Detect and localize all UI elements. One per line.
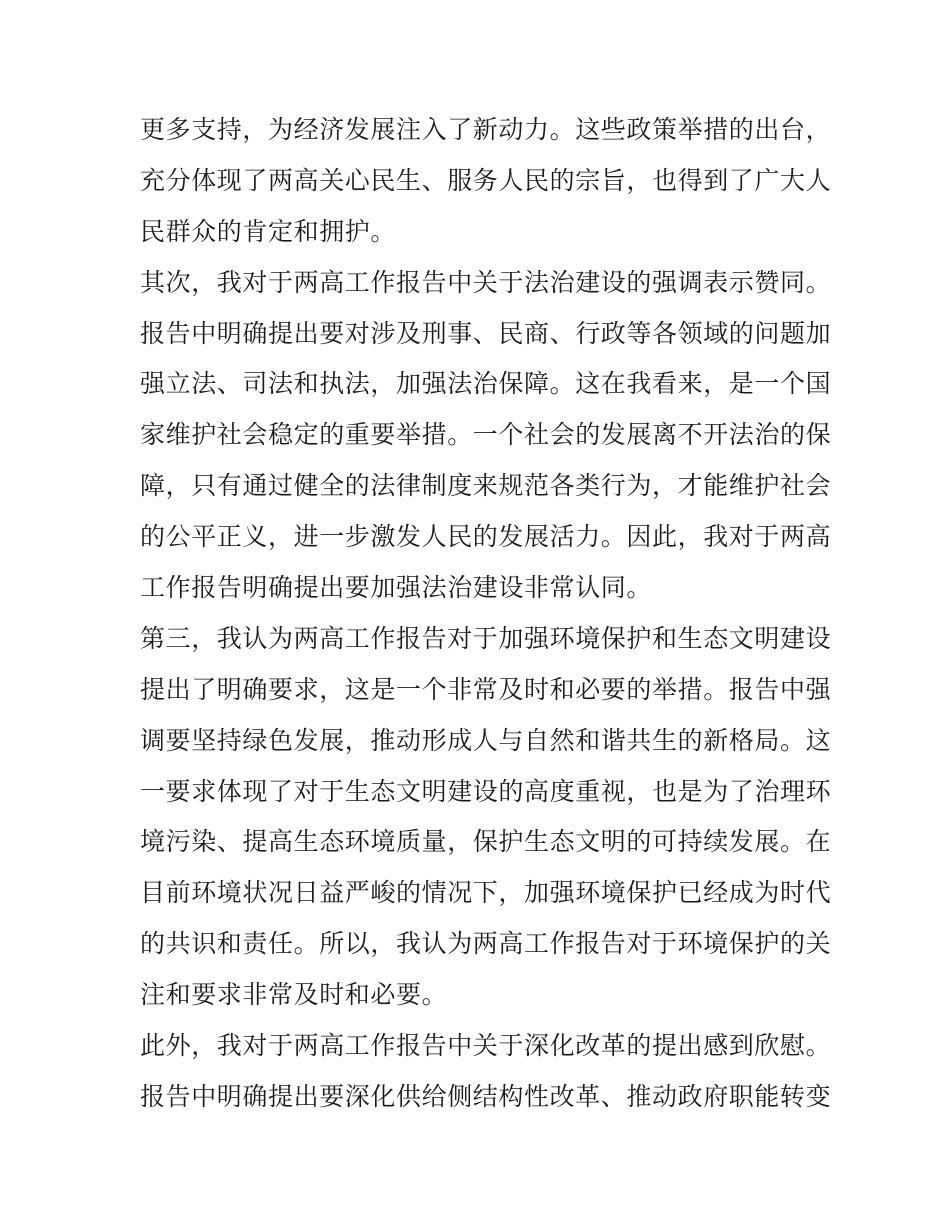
text-line: 更多支持，为经济发展注入了新动力。这些政策举措的出台，: [140, 115, 832, 144]
text-line: 民群众的肯定和拥护。: [140, 216, 397, 246]
text-line: 其次，我对于两高工作报告中关于法治建设的强调表示赞同。: [140, 267, 832, 297]
text-line: 调要坚持绿色发展，推动形成人与自然和谐共生的新格局。这: [140, 725, 832, 755]
text-line: 家维护社会稳定的重要举措。一个社会的发展离不开法治的保: [140, 420, 832, 450]
text-line: 工作报告明确提出要加强法治建设非常认同。: [140, 573, 653, 603]
text-line: 第三，我认为两高工作报告对于加强环境保护和生态文明建设: [140, 623, 832, 653]
text-line: 报告中明确提出要深化供给侧结构性改革、推动政府职能转变: [140, 1081, 832, 1111]
text-line: 充分体现了两高关心民生、服务人民的宗旨，也得到了广大人: [140, 165, 832, 195]
text-line: 报告中明确提出要对涉及刑事、民商、行政等各领域的问题加: [140, 318, 832, 348]
text-line: 境污染、提高生态环境质量，保护生态文明的可持续发展。在: [140, 827, 832, 857]
text-line: 注和要求非常及时和必要。: [140, 980, 448, 1010]
text-line: 目前环境状况日益严峻的情况下，加强环境保护已经成为时代: [140, 878, 832, 908]
text-line: 提出了明确要求，这是一个非常及时和必要的举措。报告中强: [140, 674, 832, 704]
text-line: 一要求体现了对于生态文明建设的高度重视，也是为了治理环: [140, 776, 832, 806]
document-body: [140, 105, 832, 1123]
text-line: 此外，我对于两高工作报告中关于深化改革的提出感到欣慰。: [140, 1031, 832, 1061]
text-line: 强立法、司法和执法，加强法治保障。这在我看来，是一个国: [140, 369, 832, 399]
text-line: 的共识和责任。所以，我认为两高工作报告对于环境保护的关: [140, 929, 832, 959]
text-line: 的公平正义，进一步激发人民的发展活力。因此，我对于两高: [140, 522, 832, 552]
text-line: 障，只有通过健全的法律制度来规范各类行为，才能维护社会: [140, 471, 832, 501]
